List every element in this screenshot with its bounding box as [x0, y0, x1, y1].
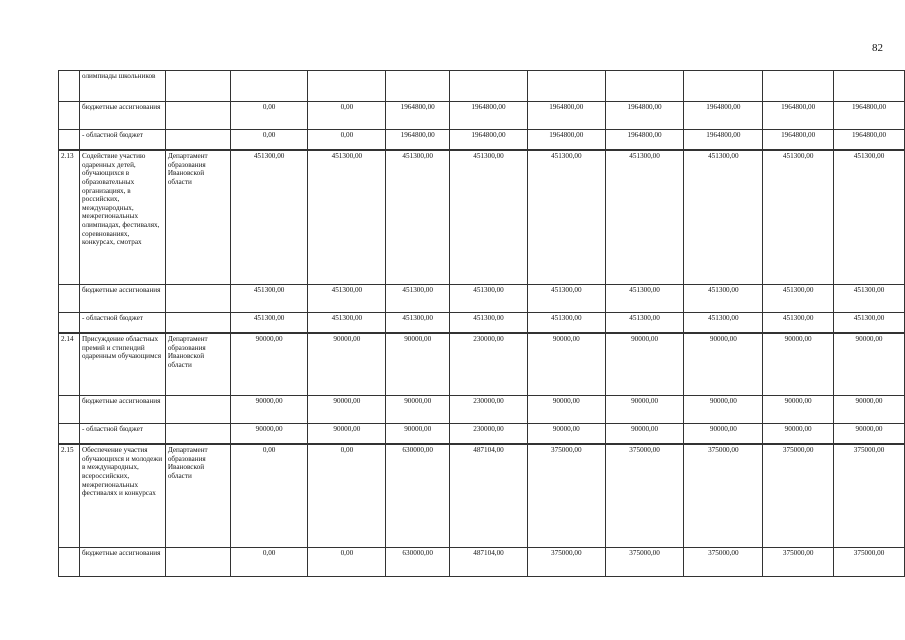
value-cell: 1964800,00	[763, 130, 834, 151]
table-row	[59, 102, 905, 130]
value-cell: 1964800,00	[834, 130, 905, 151]
value-cell: 451300,00	[230, 150, 308, 285]
value-cell: 0,00	[230, 444, 308, 548]
value-cell: 451300,00	[527, 150, 605, 285]
value-cell: 451300,00	[605, 313, 684, 334]
value-cell: 90000,00	[527, 333, 605, 396]
row-code-cell	[59, 548, 80, 577]
value-cell: 90000,00	[386, 333, 450, 396]
value-cell: 1964800,00	[386, 102, 450, 130]
table-row	[59, 71, 905, 102]
row-executor-cell	[165, 102, 230, 130]
value-cell: 90000,00	[834, 396, 905, 424]
value-cell: 630000,00	[386, 548, 450, 577]
row-name-cell: Присуждение областных премий и стипендий одаренным обучающимся	[79, 333, 165, 396]
value-cell: 1964800,00	[450, 130, 528, 151]
value-cell: 451300,00	[763, 150, 834, 285]
table-row-regional-budget	[59, 424, 905, 445]
table-row	[59, 548, 905, 577]
value-cell: 451300,00	[386, 285, 450, 313]
row-code-cell: 2.15	[59, 444, 80, 548]
page-number: 82	[872, 42, 883, 54]
value-cell: 451300,00	[308, 285, 386, 313]
row-name-cell: Обеспечение участия обучающихся и молодежи в международных, всероссийских, межрегиональных фестивалях и конкурсах	[79, 444, 165, 548]
row-code-cell	[59, 396, 80, 424]
value-cell: 1964800,00	[684, 102, 763, 130]
row-executor-cell: Департамент образования Ивановской области	[165, 333, 230, 396]
value-cell: 0,00	[308, 548, 386, 577]
value-cell: 451300,00	[450, 313, 528, 334]
value-cell	[763, 71, 834, 102]
value-cell: 90000,00	[230, 333, 308, 396]
value-cell: 451300,00	[308, 150, 386, 285]
value-cell	[450, 71, 528, 102]
value-cell: 0,00	[308, 130, 386, 151]
row-executor-cell	[165, 285, 230, 313]
value-cell: 375000,00	[763, 444, 834, 548]
value-cell: 451300,00	[527, 285, 605, 313]
value-cell: 90000,00	[684, 424, 763, 445]
value-cell: 230000,00	[450, 424, 528, 445]
value-cell: 451300,00	[834, 313, 905, 334]
value-cell: 1964800,00	[684, 130, 763, 151]
value-cell	[834, 71, 905, 102]
value-cell: 230000,00	[450, 333, 528, 396]
value-cell: 451300,00	[230, 313, 308, 334]
value-cell: 487104,00	[450, 548, 528, 577]
row-executor-cell: Департамент образования Ивановской области	[165, 444, 230, 548]
table-row-item	[59, 150, 905, 285]
value-cell: 0,00	[308, 102, 386, 130]
value-cell: 90000,00	[763, 396, 834, 424]
value-cell: 0,00	[230, 548, 308, 577]
value-cell: 451300,00	[308, 313, 386, 334]
value-cell: 90000,00	[527, 396, 605, 424]
table-row-regional-budget	[59, 313, 905, 334]
row-code-cell	[59, 285, 80, 313]
value-cell: 90000,00	[684, 333, 763, 396]
value-cell: 451300,00	[386, 150, 450, 285]
value-cell: 451300,00	[763, 313, 834, 334]
row-name-cell: бюджетные ассигнования	[79, 548, 165, 577]
value-cell: 375000,00	[684, 444, 763, 548]
value-cell: 1964800,00	[386, 130, 450, 151]
row-name-cell: олимпиады школьников	[79, 71, 165, 102]
row-code-cell: 2.14	[59, 333, 80, 396]
value-cell: 90000,00	[386, 424, 450, 445]
value-cell: 1964800,00	[834, 102, 905, 130]
value-cell: 375000,00	[527, 444, 605, 548]
value-cell	[308, 71, 386, 102]
value-cell: 451300,00	[605, 150, 684, 285]
value-cell: 1964800,00	[450, 102, 528, 130]
row-code-cell: 2.13	[59, 150, 80, 285]
value-cell: 451300,00	[450, 150, 528, 285]
row-code-cell	[59, 71, 80, 102]
row-name-cell: - областной бюджет	[79, 424, 165, 445]
value-cell: 451300,00	[450, 285, 528, 313]
row-executor-cell: Департамент образования Ивановской области	[165, 150, 230, 285]
value-cell: 451300,00	[386, 313, 450, 334]
value-cell: 630000,00	[386, 444, 450, 548]
value-cell: 375000,00	[605, 444, 684, 548]
value-cell: 451300,00	[834, 150, 905, 285]
value-cell	[527, 71, 605, 102]
value-cell: 90000,00	[605, 333, 684, 396]
value-cell: 90000,00	[605, 424, 684, 445]
table-row	[59, 285, 905, 313]
value-cell: 90000,00	[386, 396, 450, 424]
value-cell: 230000,00	[450, 396, 528, 424]
value-cell	[684, 71, 763, 102]
row-executor-cell	[165, 424, 230, 445]
value-cell: 0,00	[308, 444, 386, 548]
value-cell: 375000,00	[763, 548, 834, 577]
value-cell: 90000,00	[834, 333, 905, 396]
table-row-item	[59, 444, 905, 548]
value-cell	[386, 71, 450, 102]
value-cell: 1964800,00	[527, 102, 605, 130]
value-cell: 90000,00	[230, 396, 308, 424]
value-cell: 487104,00	[450, 444, 528, 548]
value-cell: 90000,00	[308, 424, 386, 445]
table-row-item	[59, 333, 905, 396]
row-name-cell: бюджетные ассигнования	[79, 102, 165, 130]
value-cell: 90000,00	[308, 396, 386, 424]
value-cell: 451300,00	[684, 150, 763, 285]
value-cell: 451300,00	[834, 285, 905, 313]
budget-table	[58, 70, 905, 577]
value-cell: 90000,00	[763, 424, 834, 445]
row-executor-cell	[165, 71, 230, 102]
value-cell: 0,00	[230, 102, 308, 130]
row-name-cell: бюджетные ассигнования	[79, 285, 165, 313]
value-cell: 375000,00	[527, 548, 605, 577]
value-cell	[605, 71, 684, 102]
row-name-cell: - областной бюджет	[79, 313, 165, 334]
table-row	[59, 396, 905, 424]
value-cell: 451300,00	[527, 313, 605, 334]
table-body	[59, 71, 905, 577]
value-cell: 451300,00	[230, 285, 308, 313]
row-executor-cell	[165, 396, 230, 424]
value-cell: 451300,00	[763, 285, 834, 313]
value-cell: 451300,00	[684, 313, 763, 334]
value-cell: 90000,00	[763, 333, 834, 396]
value-cell: 1964800,00	[605, 130, 684, 151]
row-code-cell	[59, 424, 80, 445]
value-cell: 90000,00	[834, 424, 905, 445]
value-cell	[230, 71, 308, 102]
value-cell: 375000,00	[834, 548, 905, 577]
table-row-regional-budget	[59, 130, 905, 151]
row-code-cell	[59, 102, 80, 130]
row-name-cell: - областной бюджет	[79, 130, 165, 151]
value-cell: 1964800,00	[527, 130, 605, 151]
value-cell: 451300,00	[605, 285, 684, 313]
value-cell: 451300,00	[684, 285, 763, 313]
value-cell: 90000,00	[605, 396, 684, 424]
row-name-cell: бюджетные ассигнования	[79, 396, 165, 424]
row-code-cell	[59, 313, 80, 334]
row-executor-cell	[165, 313, 230, 334]
value-cell: 1964800,00	[605, 102, 684, 130]
value-cell: 375000,00	[684, 548, 763, 577]
value-cell: 1964800,00	[763, 102, 834, 130]
row-executor-cell	[165, 548, 230, 577]
value-cell: 375000,00	[834, 444, 905, 548]
value-cell: 375000,00	[605, 548, 684, 577]
value-cell: 90000,00	[684, 396, 763, 424]
value-cell: 90000,00	[527, 424, 605, 445]
row-executor-cell	[165, 130, 230, 151]
row-name-cell: Содействие участию одаренных детей, обучающихся в образовательных организациях, в российских, международных, межрегиональных олимпиадах, фестивалях, соревнованиях, конкурсах, смотрах	[79, 150, 165, 285]
value-cell: 90000,00	[308, 333, 386, 396]
value-cell: 90000,00	[230, 424, 308, 445]
row-code-cell	[59, 130, 80, 151]
value-cell: 0,00	[230, 130, 308, 151]
